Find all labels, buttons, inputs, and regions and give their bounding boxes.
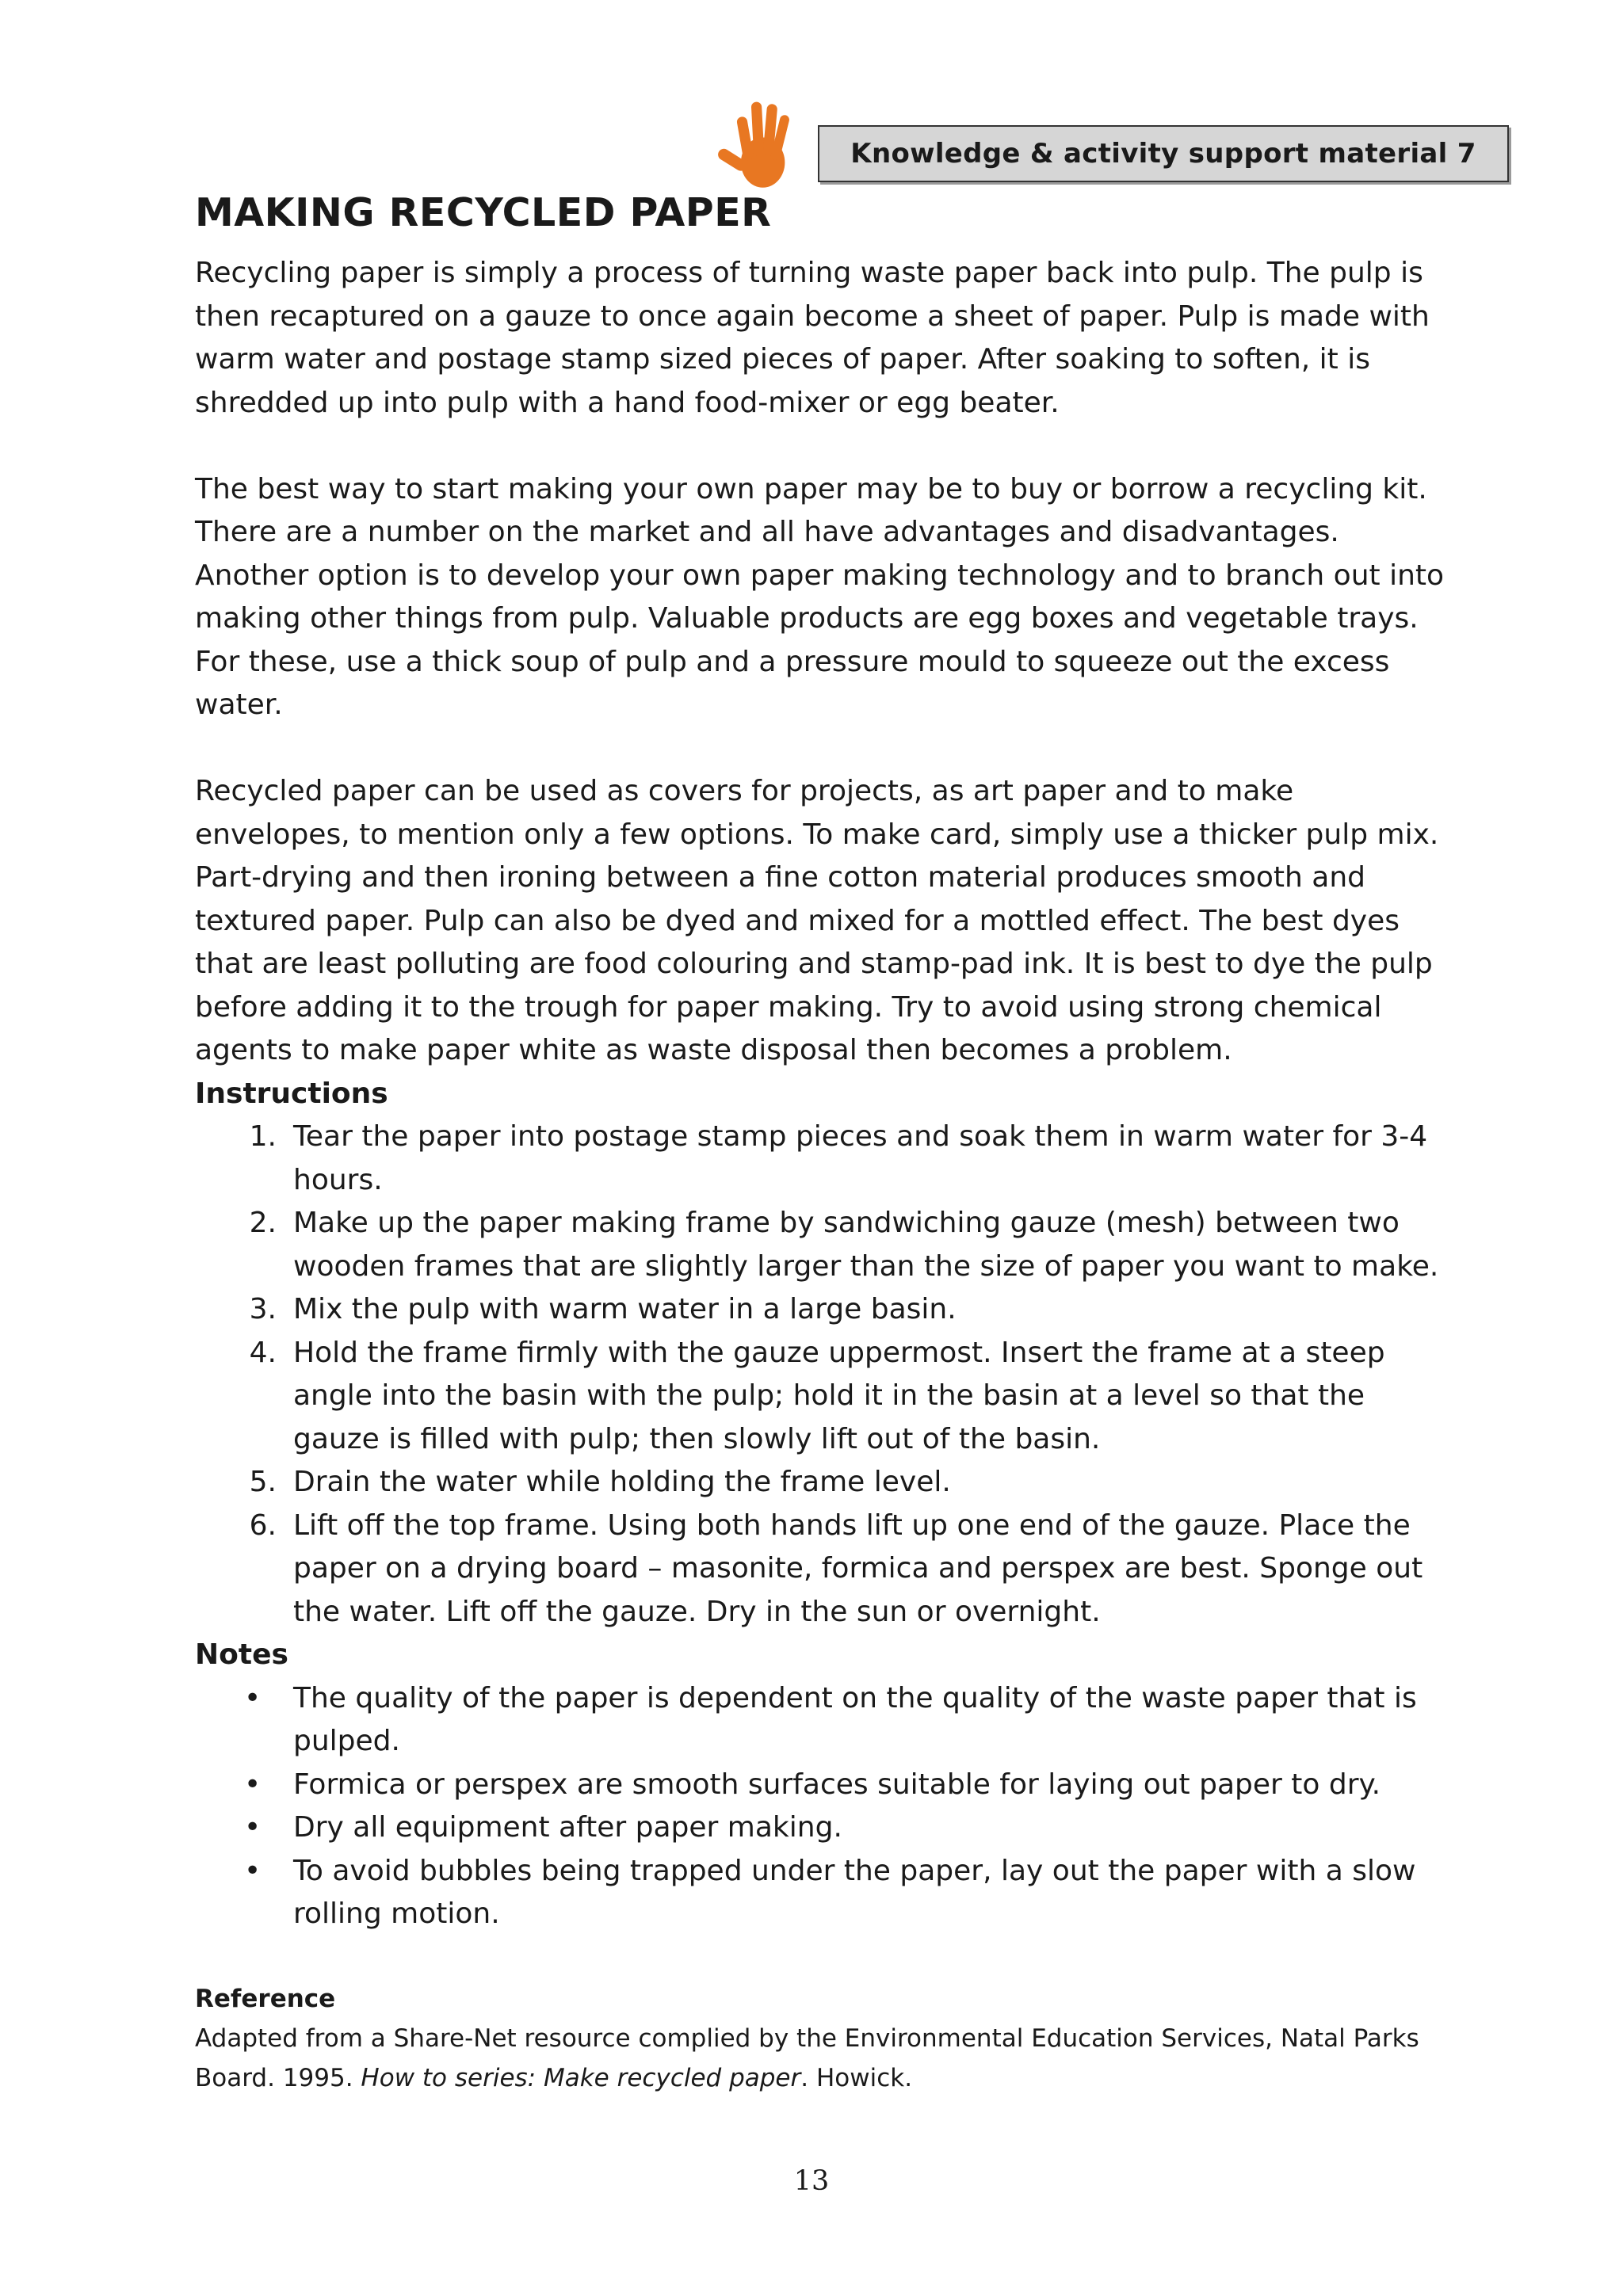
main-content [195,252,1455,2098]
bullet-icon: • [244,1768,262,1801]
step-number: 2. [249,1207,277,1239]
list-item [195,1850,1455,1936]
intro-paragraph: Recycling paper is simply a process of turning waste paper back into pulp. The pulp is then recaptured on a gauze to once again become a sheet of paper. Pulp is made with warm water and postage stamp sized pieces of paper. After soaking to soften, it is shredded up into pulp with a hand food-mixer or egg beater. [195,257,1430,419]
note-text: To avoid bubbles being trapped under the paper, lay out the paper with a slow rolling motion. [293,1854,1416,1930]
list-item [195,1332,1455,1462]
step-number: 1. [249,1120,277,1153]
list-item [195,1116,1455,1202]
note-text: The quality of the paper is dependent on the quality of the waste paper that is pulped. [293,1681,1417,1757]
note-text: Dry all equipment after paper making. [293,1811,842,1844]
note-text: Formica or perspex are smooth surfaces suitable for laying out paper to dry. [293,1768,1381,1801]
bullet-icon: • [244,1811,262,1844]
list-item [195,1202,1455,1288]
uses-paragraph: Recycled paper can be used as covers for projects, as art paper and to make envelopes, to mention only a few options. To make card, simply use a thicker pulp mix. Part-drying and then ironing between a fine cotton material produces smooth and textured paper. Pulp can also be dyed and mixed for a mottled effect. The best dyes that are least polluting are food colouring and stamp-pad ink. It is best to dye the pulp before adding it to the trough for paper making. Try to avoid using strong chemical agents to make paper white as waste disposal then becomes a problem. [195,775,1439,1066]
list-item [195,1764,1455,1807]
list-item [195,1806,1455,1850]
kit-paragraph: The best way to start making your own paper may be to buy or borrow a recycling kit. There are a number on the market and all have advantages and disadvantages. Another option is to develop your own paper making technology and to branch out into making other things from pulp. Valuable products are egg boxes and vegetable trays. For these, use a thick soup of pulp and a pressure mould to squeeze out the excess water. [195,472,1445,721]
notes-heading: Notes [195,1638,288,1671]
step-text: Lift off the top frame. Using both hands lift up one end of the gauze. Place the paper on a drying board – masonite, formica and perspex are best. Sponge out the water. Lift off the gauze. Dry in the sun or overnight. [293,1508,1423,1628]
step-text: Mix the pulp with warm water in a large basin. [293,1293,957,1325]
step-text: Make up the paper making frame by sandwiching gauze (mesh) between two wooden frames that are slightly larger than the size of paper you want to make. [293,1207,1439,1283]
step-number: 6. [249,1508,277,1542]
instructions-list [195,1116,1455,1634]
list-item [195,1288,1455,1332]
hand-icon [708,93,813,198]
bullet-icon: • [244,1854,262,1887]
step-number: 5. [249,1466,277,1498]
notes-list [195,1677,1455,1936]
page-title: MAKING RECYCLED PAPER [195,190,772,235]
list-item [195,1461,1455,1505]
support-material-badge: Knowledge & activity support material 7 [818,125,1509,182]
bullet-icon: • [244,1681,262,1714]
step-number: 3. [249,1293,277,1325]
reference-text [195,2019,1455,2098]
reference-text-end: . Howick. [800,2063,913,2092]
reference-heading: Reference [195,1984,336,2013]
reference-text-start: Adapted from a Share-Net resource complied by the Environmental Education Services, Natal Parks Board. 1995. [195,2023,1419,2092]
list-item [195,1505,1455,1634]
step-text: Tear the paper into postage stamp pieces and soak them in warm water for 3-4 hours. [293,1120,1428,1196]
instructions-heading: Instructions [195,1077,388,1110]
reference-title: How to series: Make recycled paper [361,2063,801,2092]
step-text: Drain the water while holding the frame level. [293,1466,951,1498]
step-text: Hold the frame firmly with the gauze uppermost. Insert the frame at a steep angle into the basin with the pulp; hold it in the basin at a level so that the gauze is filled with pulp; then slowly lift out of the basin. [293,1336,1385,1455]
page-number: 13 [793,2165,830,2197]
step-number: 4. [249,1336,277,1369]
list-item [195,1677,1455,1764]
